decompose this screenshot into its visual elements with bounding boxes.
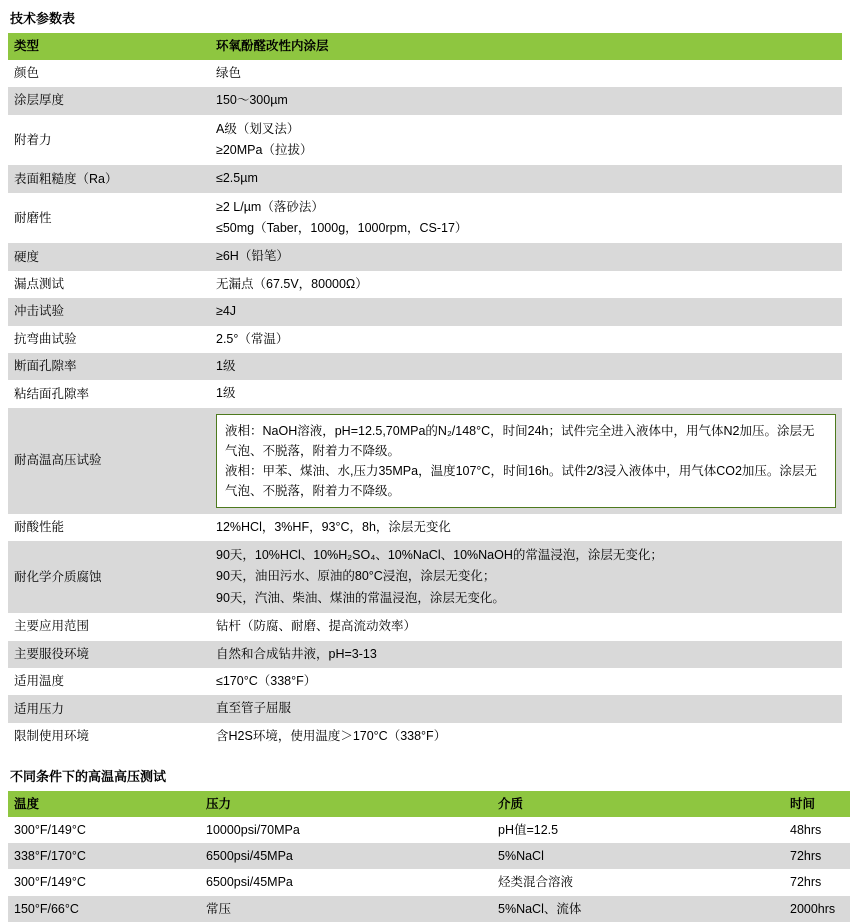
row-value-line: 2.5°（常温） bbox=[216, 331, 289, 346]
row-value-line: 气泡、不脱落，附着力不降级。 bbox=[225, 443, 401, 458]
row-value bbox=[210, 165, 842, 192]
row-label: 适用温度 bbox=[8, 668, 210, 695]
row-label: 硬度 bbox=[8, 243, 210, 270]
table-row bbox=[8, 353, 842, 380]
hpht-conditions-table bbox=[8, 791, 850, 922]
cell-temperature: 150°F/66°C bbox=[8, 896, 200, 922]
row-value bbox=[210, 271, 842, 298]
row-value-line: 90天，油田污水、原油的80°C浸泡，涂层无变化； bbox=[216, 569, 496, 584]
row-value-line: 150～300µm bbox=[216, 93, 288, 108]
row-value-line: 气泡、不脱落，附着力不降级。 bbox=[225, 483, 401, 498]
cell-pressure: 常压 bbox=[200, 896, 492, 922]
row-label: 抗弯曲试验 bbox=[8, 326, 210, 353]
highlighted-box bbox=[216, 414, 836, 508]
row-value-line: 无漏点（67.5V，80000Ω） bbox=[216, 276, 368, 291]
row-value bbox=[210, 723, 842, 750]
row-value bbox=[210, 87, 842, 114]
table-row bbox=[8, 817, 850, 843]
row-value-line: 1级 bbox=[216, 386, 236, 401]
row-label: 冲击试验 bbox=[8, 298, 210, 325]
table-row bbox=[8, 193, 842, 244]
row-value bbox=[210, 243, 842, 270]
row-label: 耐化学介质腐蚀 bbox=[8, 541, 210, 613]
table-row bbox=[8, 115, 842, 166]
row-label: 表面粗糙度（Ra） bbox=[8, 165, 210, 192]
cell-temperature: 300°F/149°C bbox=[8, 817, 200, 843]
section-spacer bbox=[8, 750, 842, 764]
row-label: 耐酸性能 bbox=[8, 514, 210, 541]
row-value-line: ≥4J bbox=[216, 304, 237, 319]
cell-medium: 烃类混合溶液 bbox=[492, 869, 784, 895]
row-value bbox=[210, 115, 842, 166]
row-value-line: 液相：NaOH溶液，pH=12.5,70MPa的N₂/148°C，时间24h；试件完全进入液体中，用气体N2加压。涂层无 bbox=[225, 423, 815, 438]
row-label: 颜色 bbox=[8, 60, 210, 87]
row-label: 断面孔隙率 bbox=[8, 353, 210, 380]
row-value-line: ≤2.5µm bbox=[216, 171, 258, 186]
row-label: 耐高温高压试验 bbox=[8, 408, 210, 514]
row-label: 涂层厚度 bbox=[8, 87, 210, 114]
cell-medium: 5%NaCl、流体 bbox=[492, 896, 784, 922]
row-value bbox=[210, 514, 842, 541]
row-value bbox=[210, 193, 842, 244]
column-header-medium: 介质 bbox=[492, 791, 784, 817]
hpht-test-row bbox=[8, 408, 842, 514]
cell-time: 2000hrs bbox=[784, 896, 850, 922]
table-row bbox=[8, 695, 842, 722]
hpht-table-title: 不同条件下的高温高压测试 bbox=[10, 769, 167, 784]
cell-time: 72hrs bbox=[784, 843, 850, 869]
row-value-line: 1级 bbox=[216, 358, 236, 373]
row-label: 附着力 bbox=[8, 115, 210, 166]
row-label: 主要应用范围 bbox=[8, 613, 210, 640]
table-row bbox=[8, 514, 842, 541]
column-header-time: 时间 bbox=[784, 791, 850, 817]
row-value bbox=[210, 353, 842, 380]
row-value-line: 90天，10%HCl、10%H₂SO₄、10%NaCl、10%NaOH的常温浸泡，涂层无变化； bbox=[216, 548, 663, 562]
row-value bbox=[210, 668, 842, 695]
cell-time: 48hrs bbox=[784, 817, 850, 843]
row-value-line: A级（划叉法） bbox=[216, 121, 300, 136]
table-header-row bbox=[8, 791, 850, 817]
table-row bbox=[8, 298, 842, 325]
spec-table bbox=[8, 33, 842, 750]
table-row bbox=[8, 165, 842, 192]
cell-medium: pH值=12.5 bbox=[492, 817, 784, 843]
row-value bbox=[210, 541, 842, 613]
row-label: 粘结面孔隙率 bbox=[8, 380, 210, 407]
table-row bbox=[8, 87, 842, 114]
cell-time: 72hrs bbox=[784, 869, 850, 895]
table-row bbox=[8, 668, 842, 695]
table-row bbox=[8, 613, 842, 640]
row-value bbox=[210, 298, 842, 325]
table-header-row bbox=[8, 33, 842, 60]
row-value-line: ≥6H（铅笔） bbox=[216, 249, 289, 264]
cell-pressure: 10000psi/70MPa bbox=[200, 817, 492, 843]
column-header-temperature: 温度 bbox=[8, 791, 200, 817]
row-label: 耐磨性 bbox=[8, 193, 210, 244]
row-value bbox=[210, 695, 842, 722]
table-row bbox=[8, 541, 842, 613]
cell-temperature: 300°F/149°C bbox=[8, 869, 200, 895]
row-label: 适用压力 bbox=[8, 695, 210, 722]
row-value-line: ≥20MPa（拉拔） bbox=[216, 142, 313, 157]
header-value-cell: 环氧酚醛改性内涂层 bbox=[210, 33, 842, 60]
row-value bbox=[210, 408, 842, 514]
row-label: 主要服役环境 bbox=[8, 641, 210, 668]
table-row bbox=[8, 60, 842, 87]
row-value bbox=[210, 326, 842, 353]
row-value-line: 钻杆（防腐、耐磨、提高流动效率） bbox=[216, 619, 417, 634]
cell-medium: 5%NaCl bbox=[492, 843, 784, 869]
table-row bbox=[8, 380, 842, 407]
row-label: 限制使用环境 bbox=[8, 723, 210, 750]
row-value-line: 绿色 bbox=[216, 65, 242, 80]
table-row bbox=[8, 723, 842, 750]
row-label: 漏点测试 bbox=[8, 271, 210, 298]
row-value-line: 含H2S环境，使用温度＞170°C（338°F） bbox=[216, 728, 447, 743]
column-header-pressure: 压力 bbox=[200, 791, 492, 817]
row-value bbox=[210, 641, 842, 668]
row-value bbox=[210, 60, 842, 87]
cell-pressure: 6500psi/45MPa bbox=[200, 869, 492, 895]
header-label-cell: 类型 bbox=[8, 33, 210, 60]
row-value-line: 自然和合成钻井液，pH=3-13 bbox=[216, 646, 377, 661]
cell-pressure: 6500psi/45MPa bbox=[200, 843, 492, 869]
row-value-line: 12%HCl，3%HF，93°C，8h，涂层无变化 bbox=[216, 519, 451, 534]
table-row bbox=[8, 869, 850, 895]
spec-table-title: 技术参数表 bbox=[10, 11, 76, 26]
table-row bbox=[8, 326, 842, 353]
row-value-line: 液相：甲苯、煤油、水,压力35MPa，温度107°C，时间16h。试件2/3浸入液体中，用气体CO2加压。涂层无 bbox=[225, 463, 817, 478]
row-value bbox=[210, 613, 842, 640]
row-value-line: ≤170°C（338°F） bbox=[216, 673, 317, 688]
table-row bbox=[8, 843, 850, 869]
row-value-line: ≥2 L/µm（落砂法） bbox=[216, 199, 324, 214]
row-value-line: ≤50mg（Taber，1000g，1000rpm，CS-17） bbox=[216, 221, 468, 235]
table-row bbox=[8, 896, 850, 922]
table-row bbox=[8, 243, 842, 270]
row-value bbox=[210, 380, 842, 407]
table-row bbox=[8, 271, 842, 298]
row-value-line: 直至管子屈服 bbox=[216, 701, 292, 716]
table-row bbox=[8, 641, 842, 668]
cell-temperature: 338°F/170°C bbox=[8, 843, 200, 869]
row-value-line: 90天，汽油、柴油、煤油的常温浸泡，涂层无变化。 bbox=[216, 590, 505, 605]
